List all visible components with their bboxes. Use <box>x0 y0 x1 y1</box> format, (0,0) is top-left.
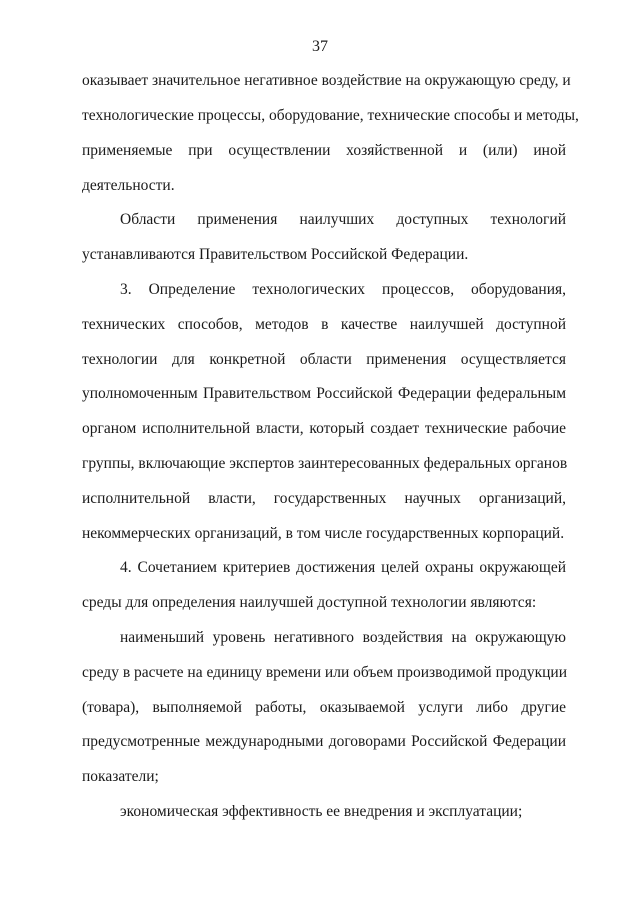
text-line: оказывает значительное негативное воздействие на окружающую среду, и <box>82 72 571 89</box>
text-line: 3. Определение технологических процессов, оборудования, <box>120 281 566 298</box>
text-line: исполнительной власти, государственных научных организаций, <box>82 490 566 507</box>
text-line: деятельности. <box>82 177 175 194</box>
text-line: некоммерческих организаций, в том числе государственных корпораций. <box>82 525 565 542</box>
text-line: показатели; <box>82 768 159 785</box>
text-line: среду в расчете на единицу времени или объем производимой продукции <box>82 664 567 681</box>
text-line: среды для определения наилучшей доступной технологии являются: <box>82 594 537 611</box>
text-line: (товара), выполняемой работы, оказываемой услуги либо другие <box>82 699 566 716</box>
text-line: технологии для конкретной области применения осуществляется <box>82 351 566 368</box>
text-line: экономическая эффективность ее внедрения и эксплуатации; <box>120 803 523 820</box>
text-line: Области применения наилучших доступных технологий <box>120 211 566 228</box>
text-line: уполномоченным Правительством Российской Федерации федеральным <box>82 385 566 402</box>
text-line: устанавливаются Правительством Российской Федерации. <box>82 246 469 263</box>
text-line: наименьший уровень негативного воздействия на окружающую <box>120 629 566 646</box>
text-line: технологические процессы, оборудование, технические способы и методы, <box>82 107 579 124</box>
page-number: 37 <box>312 38 328 55</box>
text-line: 4. Сочетанием критериев достижения целей охраны окружающей <box>120 559 566 576</box>
text-line: органом исполнительной власти, который создает технические рабочие <box>82 420 566 437</box>
text-line: применяемые при осуществлении хозяйственной и (или) иной <box>82 142 566 159</box>
text-line: предусмотренные международными договорами Российской Федерации <box>82 733 566 750</box>
text-line: технических способов, методов в качестве наилучшей доступной <box>82 316 566 333</box>
text-line: группы, включающие экспертов заинтересованных федеральных органов <box>82 455 568 472</box>
